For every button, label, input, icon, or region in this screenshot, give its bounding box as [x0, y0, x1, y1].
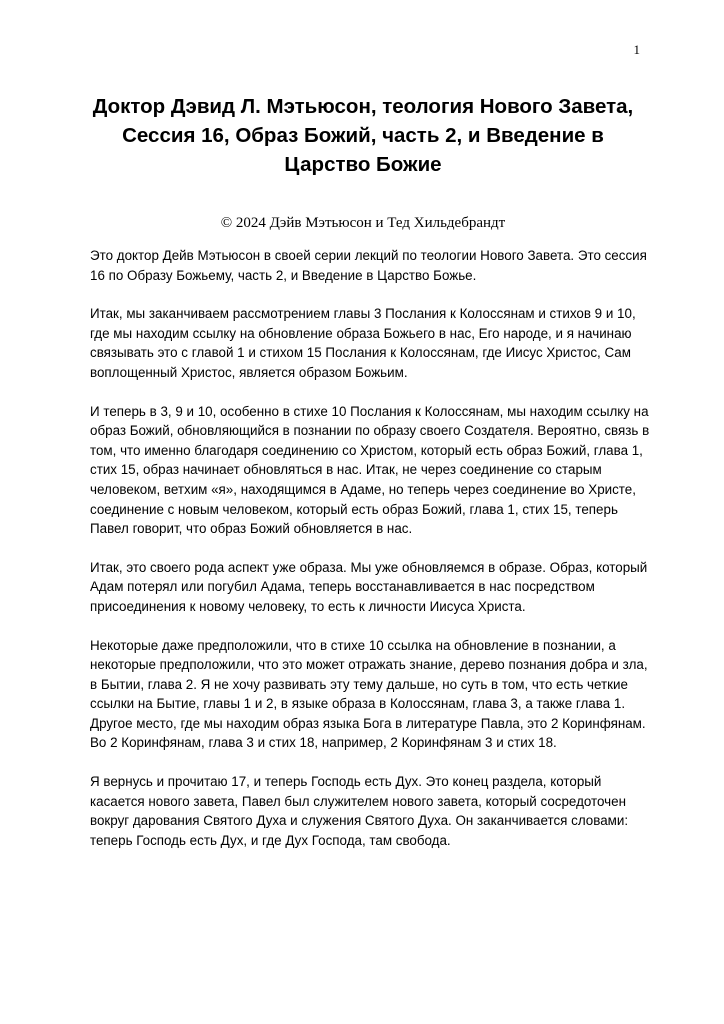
paragraph-3: И теперь в 3, 9 и 10, особенно в стихе 10 Послания к Колоссянам, мы находим ссылку на образ Божий, обновляющийся в познании по образу своего Создателя. Вероятно, связь в том, что именно благодаря соединению со Христом, который есть образ Божий, глава 1, стих 15, образ начинает обновляться в нас. Итак, не через соединение со старым человеком, ветхим «я», находящимся в Адаме, но теперь через соединение во Христе, соединение с новым человеком, который есть образ Божий, глава 1, стих 15, теперь Павел говорит, что образ Божий обновляется в нас.	[90, 403, 650, 537]
title-line-1: Доктор Дэвид Л. Мэтьюсон, теология Нового Завета,	[92, 95, 634, 118]
page-number: 1	[633, 42, 640, 57]
paragraph-5: Некоторые даже предположили, что в стихе 10 ссылка на обновление в познании, а некоторые предположили, что это может отражать знание, дерево познания добра и зла, в Бытии, глава 2. Я не хочу развивать эту тему дальше, но суть в том, что есть четкие ссылки на Бытие, главы 1 и 2, в языке образа в Колоссянам, глава 3, а также глава 1. Другое место, где мы находим образ языка Бога в литературе Павла, это 2 Коринфянам. Во 2 Коринфянам, глава 3 и стих 18, например, 2 Коринфянам 3 и стих 18.	[90, 637, 648, 751]
paragraph-2: Итак, мы заканчиваем рассмотрением главы 3 Послания к Колоссянам и стихов 9 и 10, где мы находим ссылку на обновление образа Божьего в нас, Его народе, и я начинаю связывать это с главой 1 и стихом 15 Послания к Колоссянам, где Иисус Христос, Сам воплощенный Христос, является образом Божьим.	[90, 306, 636, 380]
paragraph-4: Итак, это своего рода аспект уже образа. Мы уже обновляемся в образе. Образ, который Адам потерял или погубил Адама, теперь восстанавливается в нас посредством присоединения к новому человеку, то есть к личности Иисуса Христа.	[90, 559, 648, 614]
paragraph-1: Это доктор Дейв Мэтьюсон в своей серии лекций по теологии Нового Завета. Это сессия 16 по Образу Божьему, часть 2, и Введение в Царство Божье.	[90, 248, 647, 283]
copyright-line: © 2024 Дэйв Мэтьюсон и Тед Хильдебрандт	[220, 215, 506, 231]
document-body	[90, 246, 650, 869]
document-title	[90, 92, 636, 179]
title-line-2: Сессия 16, Образ Божий, часть 2, и Введение в Царство Божие	[122, 124, 604, 176]
paragraph-6: Я вернусь и прочитаю 17, и теперь Господь есть Дух. Это конец раздела, который касается нового завета, Павел был служителем нового завета, который сосредоточен вокруг дарования Святого Духа и служения Святого Духа. Он заканчивается словами: теперь Господь есть Дух, и где Дух Господа, там свобода.	[90, 774, 629, 848]
